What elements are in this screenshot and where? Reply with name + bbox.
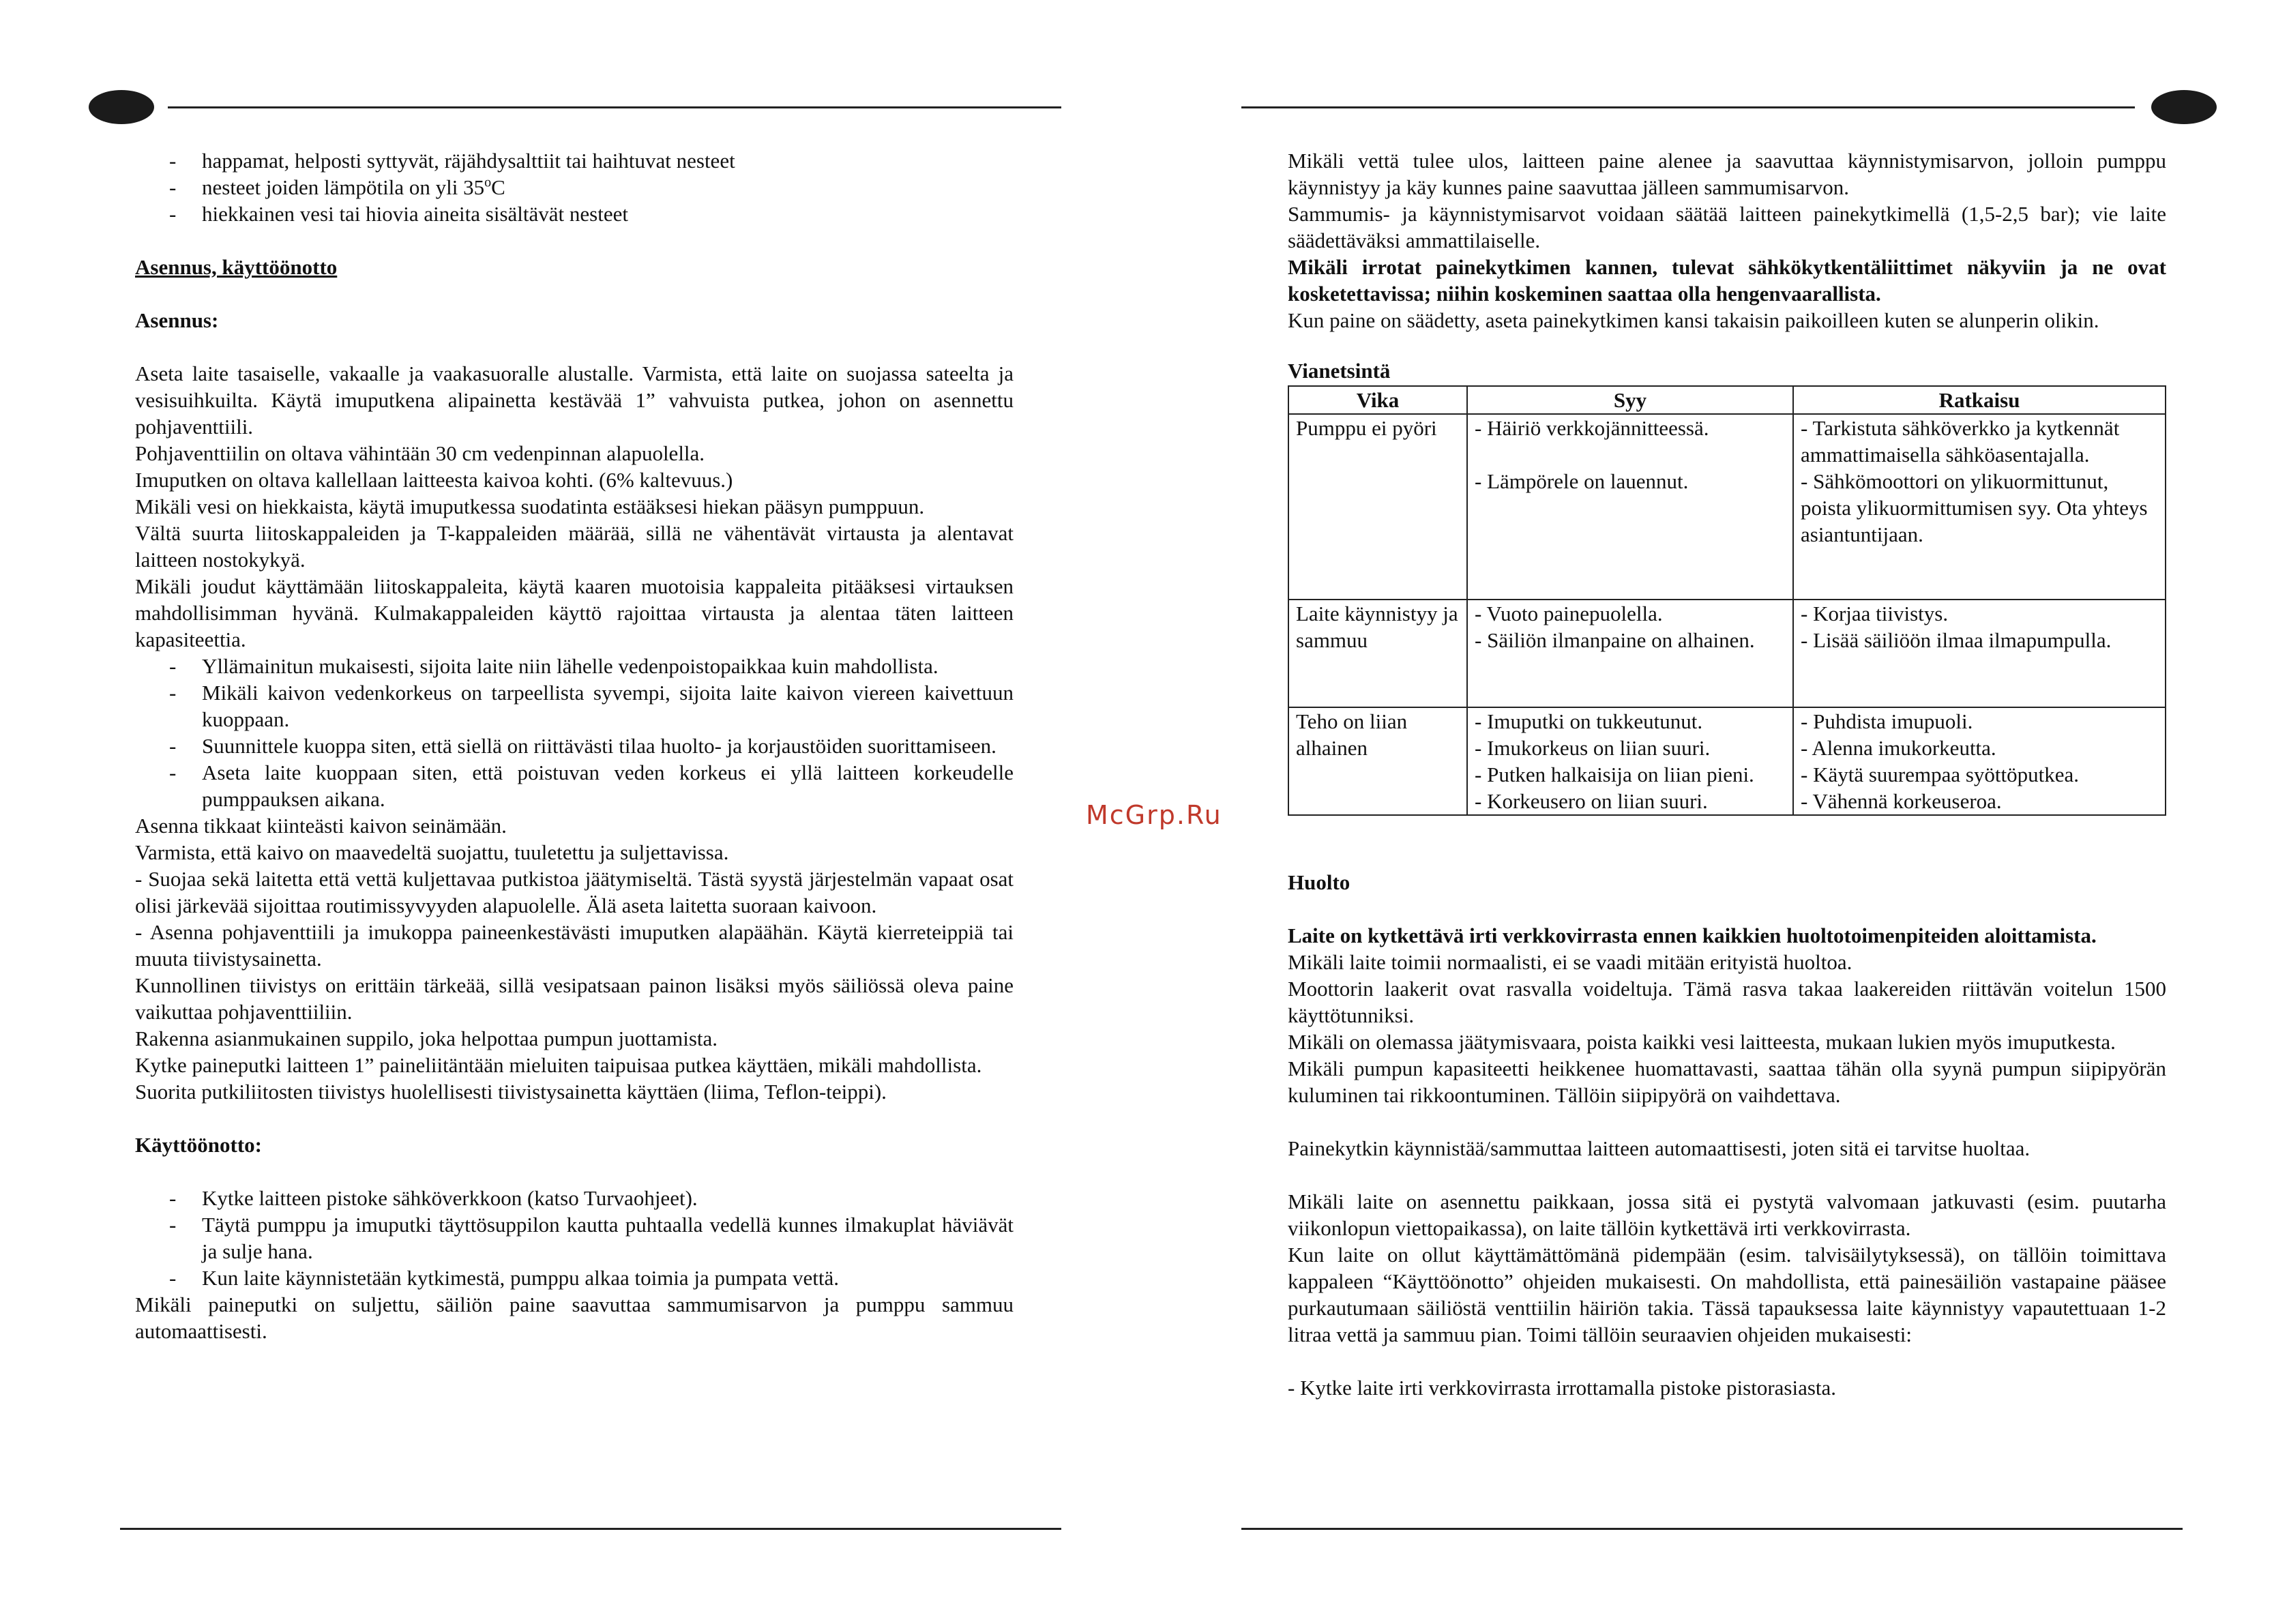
paragraph: Painekytkin käynnistää/sammuttaa laitteen automaattisesti, joten sitä ei tarvitse huoltaa. xyxy=(1288,1136,2030,1160)
bullet-item: - Mikäli kaivon vedenkorkeus on tarpeellista syvempi, sijoita laite kaivon viereen kaivettuun kuoppaan. xyxy=(169,681,1014,731)
table-header-row xyxy=(1288,386,2166,414)
column-header: Vika xyxy=(1288,386,1467,414)
paragraph: Rakenna asianmukainen suppilo, joka helpottaa pumpun juottamista. xyxy=(135,1027,718,1050)
bullet-item: - hiekkainen vesi tai hiovia aineita sisältävät nesteet xyxy=(169,202,628,226)
cell-ratkaisu: - Korjaa tiivistys. - Lisää säiliöön ilmaa ilmapumpulla. xyxy=(1793,600,2166,707)
paragraph: Mikäli vesi on hiekkaista, käytä imuputkessa suodatinta estääksesi hiekan pääsyn pumppuun. xyxy=(135,494,925,518)
paragraph: Suorita putkiliitosten tiivistys huolellisesti tiivistysainetta käyttäen (liima, Teflon-teippi). xyxy=(135,1080,887,1104)
left-column xyxy=(135,147,1014,1344)
bullet-item: - Aseta laite kuoppaan siten, että poistuvan veden korkeus ei yllä laitteen korkeudelle pumppauksen aikana. xyxy=(169,761,1014,811)
header-rule-left xyxy=(168,106,1061,108)
paragraph: Kytke paineputki laitteen 1” paineliitäntään mieluiten taipuisaa putkea käyttäen, mikäli mahdollista. xyxy=(135,1053,982,1077)
paragraph: Aseta laite tasaiselle, vakaalle ja vaakasuoralle alustalle. Varmista, että laite on suojassa sateelta ja vesisuihkuilta. Käytä imuputkena alipainetta kestävää 1” vahvuista putkea, johon on asennettu pohjaventtiili. xyxy=(135,361,1014,439)
table-row xyxy=(1288,707,2166,815)
cell-vika: Teho on liian alhainen xyxy=(1288,707,1467,815)
cell-vika: Pumppu ei pyöri xyxy=(1288,414,1467,600)
section-title: Asennus, käyttöönotto xyxy=(135,255,338,279)
paragraph: Mikäli vettä tulee ulos, laitteen paine alenee ja saavuttaa käynnistymisarvon, jolloin pumppu käynnistyy ja käy kunnes paine saavuttaa jälleen sammumisarvon. xyxy=(1288,149,2166,199)
left-page xyxy=(0,0,1132,1624)
troubleshooting-table xyxy=(1288,385,2166,816)
bullet-item: - Kun laite käynnistetään kytkimestä, pumppu alkaa toimia ja pumpata vettä. xyxy=(169,1266,840,1290)
footer-rule-left xyxy=(120,1528,1061,1530)
huolto-heading: Huolto xyxy=(1288,870,1350,894)
paragraph: Mikäli paineputki on suljettu, säiliön paine saavuttaa sammumisarvon ja pumppu sammuu automaattisesti. xyxy=(135,1293,1014,1343)
paragraph: Mikäli on olemassa jäätymisvaara, poista kaikki vesi laitteesta, mukaan lukien myös imuputkesta. xyxy=(1288,1030,2116,1054)
bullet-item: - Suunnittele kuoppa siten, että siellä on riittävästi tilaa huolto- ja korjaustöiden suorittamiseen. xyxy=(169,734,996,758)
asennus-heading: Asennus: xyxy=(135,308,219,332)
page-marker-right xyxy=(2151,90,2217,124)
paragraph: Kun laite on ollut käyttämättömänä pidempään (esim. talvisäilytyksessä), on tällöin toimittava kappaleen “Käyttöönotto” ohjeiden mukaisesti. On mahdollista, että painesäiliön vastapaine pääsee purkautumaan säiliöstä venttiilin häiriön takia. Tässä tapauksessa laite käynnistyy vapautettuaan 1-2 litraa vettä ja sammuu pian. Toimi tällöin seuraavien ohjeiden mukaisesti: xyxy=(1288,1243,2166,1346)
paragraph: Moottorin laakerit ovat rasvalla voideltuja. Tämä rasva takaa laakereiden riittävän voitelun 1500 käyttötunniksi. xyxy=(1288,977,2166,1027)
paragraph: Mikäli pumpun kapasiteetti heikkenee huomattavasti, saattaa tähän olla syynä pumpun siipipyörän kuluminen tai rikkoontuminen. Tällöin siipipyörä on vaihdettava. xyxy=(1288,1057,2166,1107)
page-marker-left xyxy=(89,90,154,124)
kaytto-heading: Käyttöönotto: xyxy=(135,1133,262,1157)
bullet-item: - nesteet joiden lämpötila on yli 35$^o$C xyxy=(169,175,505,199)
paragraph: Sammumis- ja käynnistymisarvot voidaan säätää laitteen painekytkimellä (1,5-2,5 bar); vie laite säädettäväksi ammattilaiselle. xyxy=(1288,202,2166,252)
warning-text: Laite on kytkettävä irti verkkovirrasta ennen kaikkien huoltotoimenpiteiden aloittamista. xyxy=(1288,924,2097,947)
bullet-item: - Täytä pumppu ja imuputki täyttösuppilon kautta puhtaalla vedellä kunnes ilmakuplat häviävät ja sulje hana. xyxy=(169,1213,1014,1263)
header-rule-right xyxy=(1241,106,2135,108)
bullet-item: - Yllämainitun mukaisesti, sijoita laite niin lähelle vedenpoistopaikkaa kuin mahdollista. xyxy=(169,654,939,678)
paragraph: Vältä suurta liitoskappaleiden ja T-kappaleiden määrää, sillä ne vähentävät virtausta ja alentavat laitteen nostokykyä. xyxy=(135,521,1014,572)
paragraph: Mikäli laite on asennettu paikkaan, jossa sitä ei pystytä valvomaan jatkuvasti (esim. puutarha viikonlopun viettopaikassa), on laite tällöin kytkettävä irti verkkovirrasta. xyxy=(1288,1190,2166,1240)
paragraph: Varmista, että kaivo on maavedeltä suojattu, tuuletettu ja suljettavissa. xyxy=(135,840,729,864)
paragraph: Mikäli joudut käyttämään liitoskappaleita, käytä kaaren muotoisia kappaleita pitääksesi virtauksen mahdollisimman hyvänä. Kulmakappaleiden käyttö rajoittaa virtausta ja alentaa täten laitteen kapasiteettia. xyxy=(135,574,1014,651)
paragraph: Imuputken on oltava kallellaan laitteesta kaivoa kohti. (6% kaltevuus.) xyxy=(135,468,733,492)
right-page xyxy=(1146,0,2289,1624)
table-row xyxy=(1288,600,2166,707)
warning-text: Mikäli irrotat painekytkimen kannen, tulevat sähkökytkentäliittimet näkyviin ja ne ovat kosketettavissa; niihin koskeminen saattaa olla hengenvaarallista. xyxy=(1288,255,2166,306)
cell-ratkaisu: - Tarkistuta sähköverkko ja kytkennät ammattimaisella sähköasentajalla. - Sähkömoottori on ylikuormittunut, poista ylikuormittumisen syy. Ota yhteys asiantuntijaan. xyxy=(1793,414,2166,600)
paragraph: - Suojaa sekä laitetta että vettä kuljettavaa putkistoa jäätymiseltä. Tästä syystä järjestelmän vapaat osat olisi järkevää sijoittaa routimissyvyyden alapuolelle. Älä aseta laitetta suoraan kaivoon. xyxy=(135,867,1014,917)
watermark: McGrp.Ru xyxy=(1086,800,1222,830)
paragraph: Mikäli laite toimii normaalisti, ei se vaadi mitään erityistä huoltoa. xyxy=(1288,950,1852,974)
paragraph: - Asenna pohjaventtiili ja imukoppa paineenkestävästi imuputken alapäähän. Käytä kierreteippiä tai muuta tiivistysainetta. xyxy=(135,920,1014,971)
column-header: Syy xyxy=(1467,386,1793,414)
paragraph: Pohjaventtiilin on oltava vähintään 30 cm vedenpinnan alapuolella. xyxy=(135,441,705,465)
cell-syy: - Häiriö verkkojännitteessä. - Lämpörele on lauennut. xyxy=(1467,414,1793,600)
paragraph: Asenna tikkaat kiinteästi kaivon seinämään. xyxy=(135,814,507,838)
bullet-item: - happamat, helposti syttyvät, räjähdysalttiit tai haihtuvat nesteet xyxy=(169,149,735,173)
paragraph: Kun paine on säädetty, aseta painekytkimen kansi takaisin paikoilleen kuten se alunperin olikin. xyxy=(1288,308,2099,332)
bullet-item: - Kytke laitteen pistoke sähköverkkoon (katso Turvaohjeet). xyxy=(169,1186,698,1210)
cell-ratkaisu: - Puhdista imupuoli. - Alenna imukorkeutta. - Käytä suurempaa syöttöputkea. - Vähennä korkeuseroa. xyxy=(1793,707,2166,815)
table-row xyxy=(1288,414,2166,600)
paragraph: - Kytke laite irti verkkovirrasta irrottamalla pistoke pistorasiasta. xyxy=(1288,1376,1837,1400)
table-title: Vianetsintä xyxy=(1288,359,1391,383)
right-column xyxy=(1288,147,2166,1401)
column-header: Ratkaisu xyxy=(1793,386,2166,414)
paragraph: Kunnollinen tiivistys on erittäin tärkeää, sillä vesipatsaan painon lisäksi myös säiliössä oleva paine vaikuttaa pohjaventtiiliin. xyxy=(135,973,1014,1024)
cell-syy: - Vuoto painepuolella. - Säiliön ilmanpaine on alhainen. xyxy=(1467,600,1793,707)
cell-vika: Laite käynnistyy ja sammuu xyxy=(1288,600,1467,707)
footer-rule-right xyxy=(1241,1528,2183,1530)
cell-syy: - Imuputki on tukkeutunut. - Imukorkeus on liian suuri. - Putken halkaisija on liian pieni. - Korkeusero on liian suuri. xyxy=(1467,707,1793,815)
